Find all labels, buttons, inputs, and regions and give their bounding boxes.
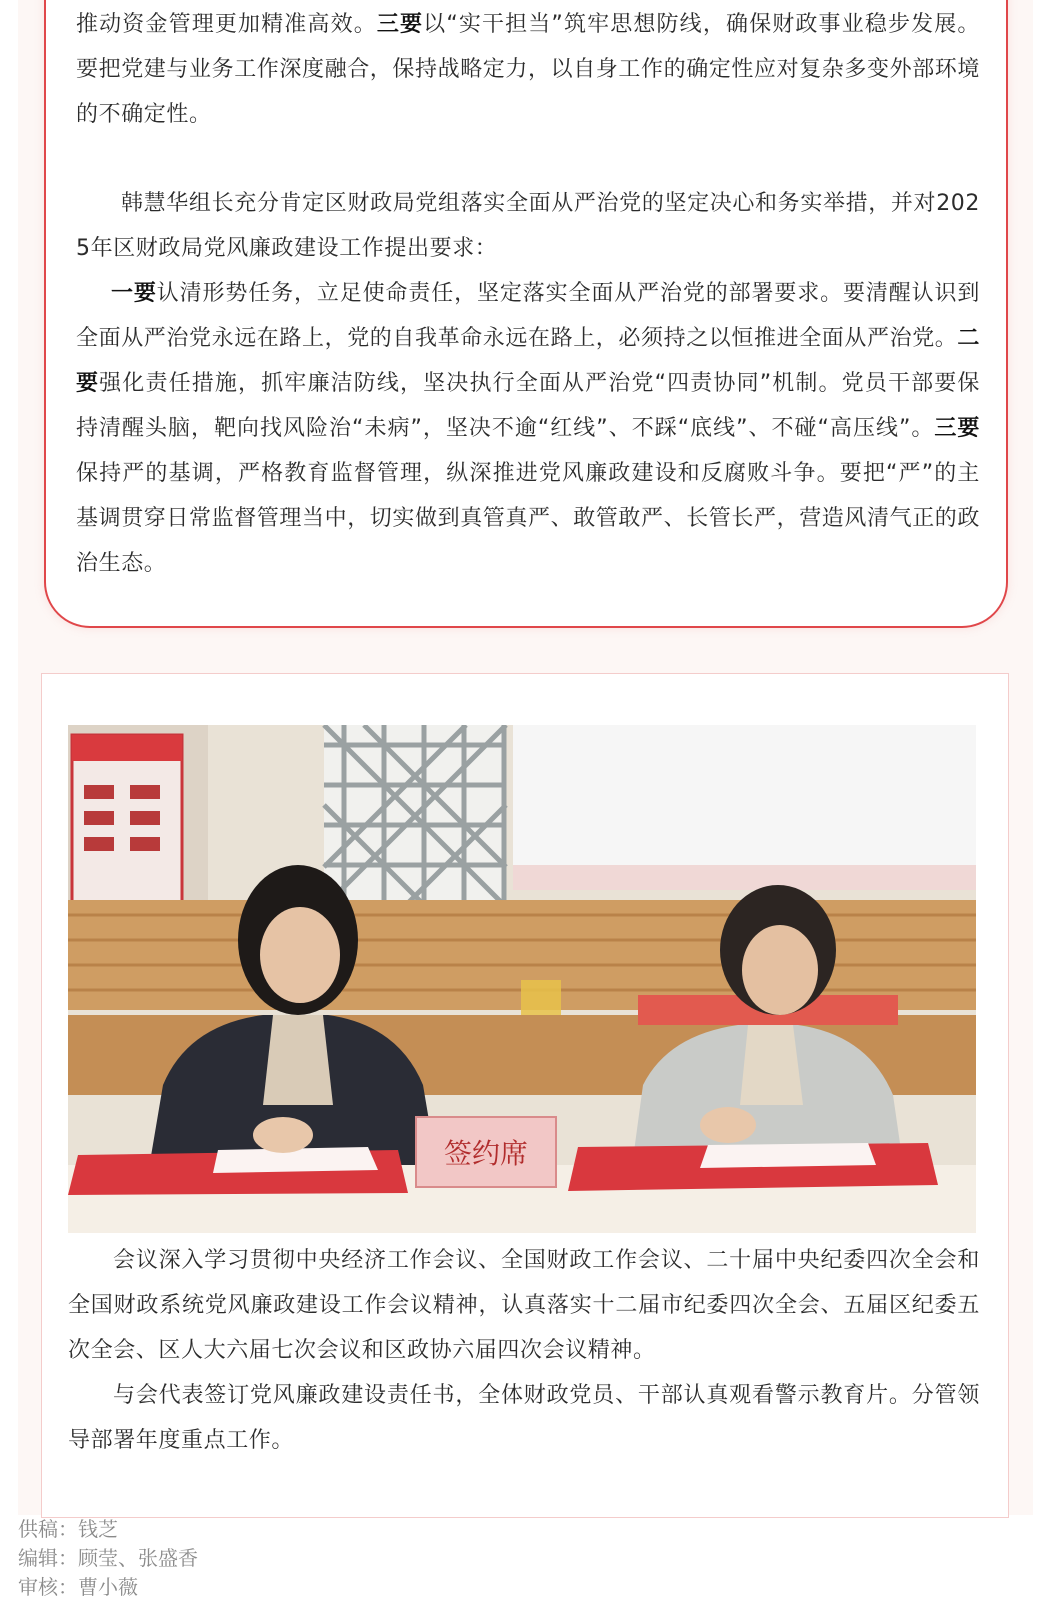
text-span: 以“实干担当”筑牢思想防线，确保财政事业稳步发展。要把党建与业务工作深度融合，保持战略定力，以自身工作的确定性应对复杂多变外部环境的不确定性。 — [76, 12, 981, 127]
credit-value: 曹小薇 — [78, 1575, 138, 1599]
article-text-bottom — [68, 1238, 980, 1463]
text-span: 推动资金管理更加精准高效。 — [76, 12, 377, 37]
credit-reviewer — [18, 1573, 198, 1602]
paragraph-leader-requirements — [76, 271, 980, 586]
bold-keyword: 三要 — [376, 12, 424, 37]
text-span: 保持严的基调，严格教育监督管理，纵深推进党风廉政建设和反腐败斗争。要把“严”的主基调贯穿日常监督管理当中，切实做到真管真严、敢管敢严、长管长严，营造风清气正的政治生态。 — [76, 461, 981, 576]
article-text-top — [76, 2, 980, 586]
credit-label: 审核： — [18, 1575, 78, 1599]
desk-sign-text: 签约席 — [443, 1139, 529, 1170]
bold-keyword: 一要 — [111, 281, 157, 306]
article-card-bottom — [41, 673, 1009, 1518]
paragraph-requirements-three — [76, 2, 980, 137]
signing-ceremony-photo — [68, 725, 976, 1233]
paragraph-meeting-summary: 会议深入学习贯彻中央经济工作会议、全国财政工作会议、二十届中央纪委四次全会和全国财政系统党风廉政建设工作会议精神，认真落实十二届市纪委四次全会、五届区纪委五次全会、区人大六届七次会议和区政协六届四次会议精神。 — [68, 1248, 980, 1363]
credit-label: 编辑： — [18, 1546, 78, 1570]
bold-keyword: 三要 — [934, 416, 980, 441]
credit-label: 供稿： — [18, 1517, 78, 1541]
article-card-top — [44, 0, 1008, 628]
paragraph-leader-remarks: 韩慧华组长充分肯定区财政局党组落实全面从严治党的坚定决心和务实举措，并对2025年区财政局党风廉政建设工作提出要求： — [76, 191, 980, 261]
credit-value: 顾莹、张盛香 — [78, 1546, 198, 1570]
text-span: 认清形势任务，立足使命责任，坚定落实全面从严治党的部署要求。要清醒认识到全面从严治党永远在路上，党的自我革命永远在路上，必须持之以恒推进全面从严治党。 — [76, 281, 981, 351]
credit-editor — [18, 1544, 198, 1573]
bold-keyword: 二要 — [76, 326, 981, 396]
article-credits — [18, 1515, 198, 1602]
credit-value: 钱芝 — [78, 1517, 118, 1541]
credit-contributor — [18, 1515, 198, 1544]
paragraph-signing: 与会代表签订党风廉政建设责任书，全体财政党员、干部认真观看警示教育片。分管领导部署年度重点工作。 — [68, 1383, 980, 1453]
text-span: 强化责任措施，抓牢廉洁防线，坚决执行全面从严治党“四责协同”机制。党员干部要保持清醒头脑，靶向找风险治“未病”，坚决不逾“红线”、不踩“底线”、不碰“高压线”。 — [76, 371, 980, 441]
